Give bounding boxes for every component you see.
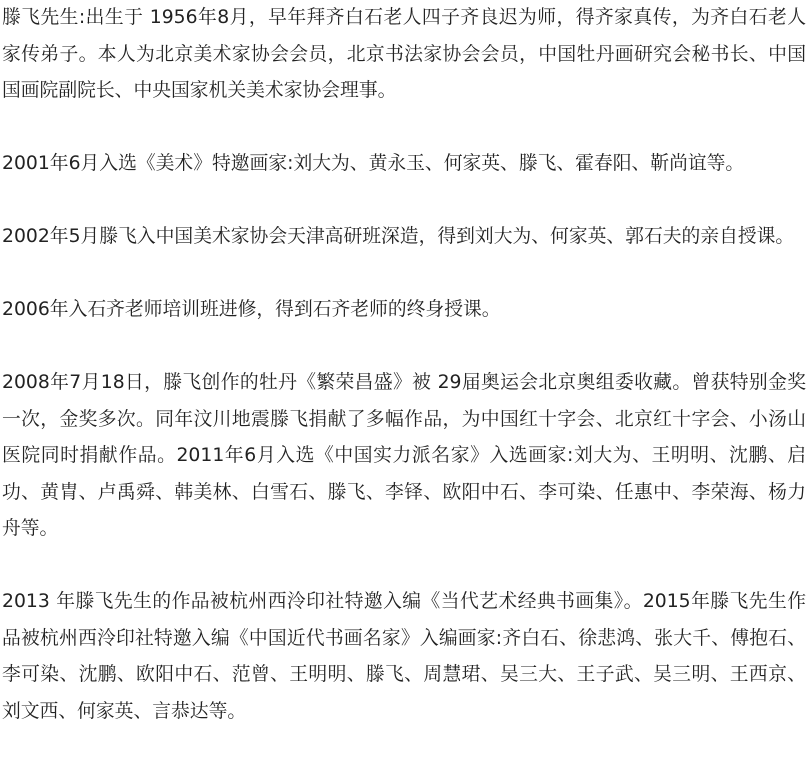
paragraph-2006: 2006年入石齐老师培训班进修，得到石齐老师的终身授课。: [2, 299, 501, 320]
paragraph-2001: 2001年6月入选《美术》特邀画家:刘大为、黄永玉、何家英、滕飞、霍春阳、靳尚谊等。: [2, 153, 745, 174]
paragraph-2008-2011: 2008年7月18日，滕飞创作的牡丹《繁荣昌盛》被 29届奥运会北京奥组委收藏。曾获特别金奖一次，金奖多次。同年汶川地震滕飞捐献了多幅作品，为中国红十字会、北京红十字会、小汤山医院同时捐献作品。2011年6月入选《中国实力派名家》入选画家:刘大为、王明明、沈鹏、启功、黄胄、卢禹舜、韩美林、白雪石、滕飞、李铎、欧阳中石、李可染、任惠中、李荣海、杨力舟等。: [2, 372, 806, 539]
paragraph-2002: 2002年5月滕飞入中国美术家协会天津高研班深造，得到刘大为、何家英、郭石夫的亲自授课。: [2, 226, 795, 247]
paragraph-biography: 滕飞先生:出生于 1956年8月，早年拜齐白石老人四子齐良迟为师，得齐家真传，为齐白石老人家传弟子。本人为北京美术家协会会员，北京书法家协会会员，中国牡丹画研究会秘书长、中国国画院副院长、中央国家机关美术家协会理事。: [2, 7, 806, 101]
paragraph-2013-2015: 2013 年滕飞先生的作品被杭州西泠印社特邀入编《当代艺术经典书画集》。2015年滕飞先生作品被杭州西泠印社特邀入编《中国近代书画名家》入编画家:齐白石、徐悲鸿、张大千、傅抱石、李可染、沈鹏、欧阳中石、范曾、王明明、滕飞、周慧珺、吴三大、王子武、吴三明、王西京、刘文西、何家英、言恭达等。: [2, 591, 806, 722]
